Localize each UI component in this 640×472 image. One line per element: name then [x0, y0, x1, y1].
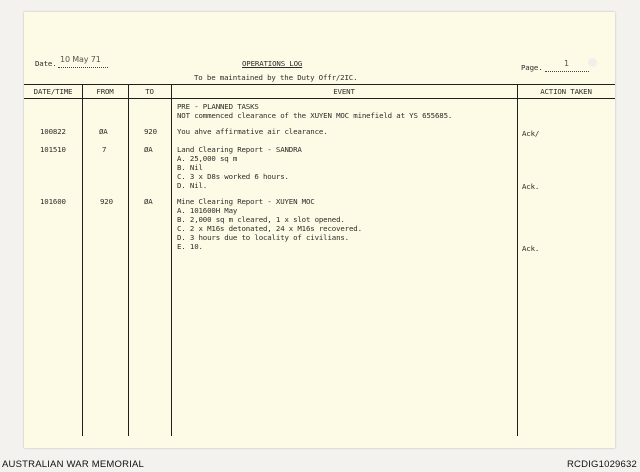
entry-action: Ack/ [522, 129, 540, 138]
col-header-to: TO [145, 87, 154, 96]
entry-from: 7 [102, 145, 107, 154]
event-line: D. 3 hours due to locality of civilians. [177, 233, 349, 242]
entry-datetime: 101600 [40, 197, 66, 206]
col-rule-3 [171, 84, 172, 436]
col-header-event: EVENT [333, 87, 355, 96]
event-line: B. Nil [177, 163, 203, 172]
table-top-rule [24, 84, 615, 85]
event-line: You ahve affirmative air clearance. [177, 127, 328, 136]
table-header-rule [24, 98, 615, 99]
punch-hole [588, 58, 597, 67]
footer-source: AUSTRALIAN WAR MEMORIAL [2, 459, 145, 470]
event-line: E. 10. [177, 242, 203, 251]
date-dotted-line [58, 67, 108, 68]
entry-to: ØA [144, 197, 153, 206]
page-dotted-line [545, 71, 589, 72]
event-line: D. Nil. [177, 181, 208, 190]
entry-from: 920 [100, 197, 113, 206]
log-title: OPERATIONS LOG [242, 59, 303, 68]
entry-action: Ack. [522, 182, 540, 191]
footer-record-id: RCDIG1029632 [567, 459, 637, 470]
col-header-from: FROM [96, 87, 114, 96]
date-label: Date. [35, 59, 57, 68]
entry-to: 920 [144, 127, 157, 136]
log-subtitle: To be maintained by the Duty Offr/2IC. [194, 73, 358, 82]
col-header-datetime: DATE/TIME [33, 87, 73, 96]
entry-datetime: 101510 [40, 145, 66, 154]
date-value: 10 May 71 [60, 55, 101, 64]
event-line: Mine Clearing Report - XUYEN MOC [177, 197, 315, 206]
page-value: 1 [564, 59, 569, 68]
entry-from: ØA [99, 127, 108, 136]
col-header-action: ACTION TAKEN [540, 87, 592, 96]
event-line: A. 101600H May [177, 206, 238, 215]
col-rule-4 [517, 84, 518, 436]
event-line: C. 2 x M16s detonated, 24 x M16s recovered. [177, 224, 362, 233]
event-line: A. 25,000 sq m [177, 154, 238, 163]
event-line: NOT commenced clearance of the XUYEN MOC minefield at YS 655685. [177, 111, 453, 120]
event-line: PRE - PLANNED TASKS [177, 102, 259, 111]
col-rule-1 [82, 84, 83, 436]
entry-action: Ack. [522, 244, 540, 253]
entry-to: ØA [144, 145, 153, 154]
event-line: B. 2,000 sq m cleared, 1 x slot opened. [177, 215, 345, 224]
event-line: Land Clearing Report - SANDRA [177, 145, 302, 154]
entry-datetime: 100822 [40, 127, 66, 136]
page-label: Page. [521, 63, 543, 72]
event-line: C. 3 x D8s worked 6 hours. [177, 172, 289, 181]
log-sheet [24, 12, 615, 448]
col-rule-2 [128, 84, 129, 436]
